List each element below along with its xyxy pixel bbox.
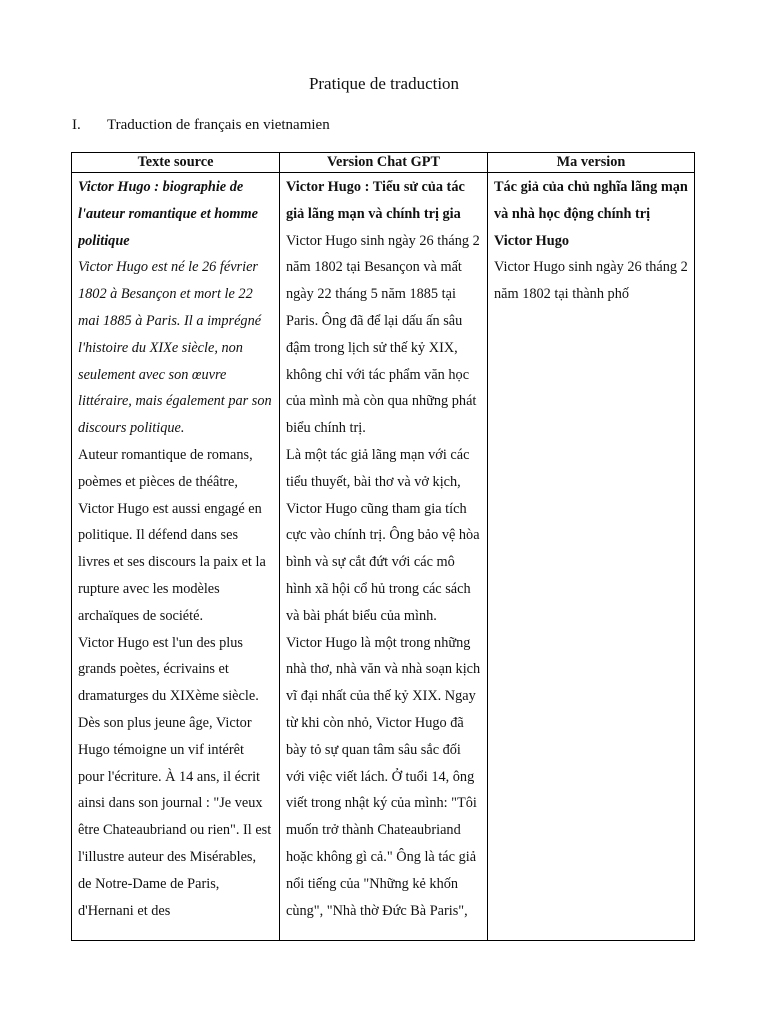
page-title: Pratique de traduction — [308, 74, 460, 93]
chatgpt-title: Victor Hugo : Tiểu sử của tác giả lãng mạn và chính trị gia — [286, 179, 465, 222]
translation-table — [71, 152, 695, 941]
source-intro: Victor Hugo est né le 26 février 1802 à Besançon et mort le 22 mai 1885 à Paris. Il a imprégné l'histoire du XIXe siècle, non seulement avec son œuvre littéraire, mais également par son discours politique. — [78, 259, 272, 437]
my-version-title: Tác giả của chủ nghĩa lãng mạn và nhà học động chính trị Victor Hugo — [494, 179, 688, 249]
chatgpt-paragraph-2: Victor Hugo là một trong những nhà thơ, nhà văn và nhà soạn kịch vĩ đại nhất của thế kỷ XIX. Ngay từ khi còn nhỏ, Victor Hugo đã bày tỏ sự quan tâm sâu sắc đối với việc viết lách. Ở tuổi 14, ông viết trong nhật ký của mình: "Tôi muốn trở thành Chateaubriand hoặc không gì cả." Ông là tác giả nổi tiếng của "Những kẻ khốn cùng", "Nhà thờ Đức Bà Paris", — [286, 634, 481, 919]
my-version-intro: Victor Hugo sinh ngày 26 tháng 2 năm 1802 tại thành phố — [494, 259, 688, 303]
my-version-cell-content — [494, 174, 688, 940]
source-paragraph-1: Auteur romantique de romans, poèmes et pièces de théâtre, Victor Hugo est aussi engagé en politique. Il défend dans ses livres et ses discours la paix et la rupture avec les modèles archaïques de société. — [78, 446, 266, 624]
chatgpt-cell-content — [286, 174, 481, 940]
source-cell — [72, 173, 280, 941]
source-cell-content — [78, 174, 273, 940]
section-heading-text: Traduction de français en vietnamien — [107, 117, 330, 133]
header-ma-version: Ma version — [488, 153, 695, 173]
chatgpt-intro: Victor Hugo sinh ngày 26 tháng 2 năm 1802 tại Besançon và mất ngày 22 tháng 5 năm 1885 tại Paris. Ông đã để lại dấu ấn sâu đậm trong lịch sử thế kỷ XIX, không chỉ với tác phẩm văn học của mình mà còn qua những phát biểu chính trị. — [286, 232, 480, 437]
chatgpt-cell — [280, 173, 488, 941]
section-heading — [72, 116, 330, 134]
table-row — [72, 173, 695, 941]
section-number: I. — [72, 117, 81, 133]
header-texte-source: Texte source — [72, 153, 280, 173]
header-version-chatgpt: Version Chat GPT — [280, 153, 488, 173]
table-header-row — [72, 153, 695, 173]
source-title: Victor Hugo : biographie de l'auteur romantique et homme politique — [78, 179, 258, 249]
chatgpt-paragraph-1: Là một tác giả lãng mạn với các tiểu thuyết, bài thơ và vở kịch, Victor Hugo cũng tham gia tích cực vào chính trị. Ông bảo vệ hòa bình và sự cắt đứt với các mô hình xã hội cổ hủ trong các sách và bài phát biểu của mình. — [286, 446, 480, 624]
source-paragraph-2: Victor Hugo est l'un des plus grands poètes, écrivains et dramaturges du XIXème siècle. Dès son plus jeune âge, Victor Hugo témoigne un vif intérêt pour l'écriture. À 14 ans, il écrit ainsi dans son journal : "Je veux être Chateaubriand ou rien". Il est l'illustre auteur des Misérables, de Notre-Dame de Paris, d'Hernani et des — [78, 634, 272, 919]
my-version-cell — [488, 173, 695, 941]
